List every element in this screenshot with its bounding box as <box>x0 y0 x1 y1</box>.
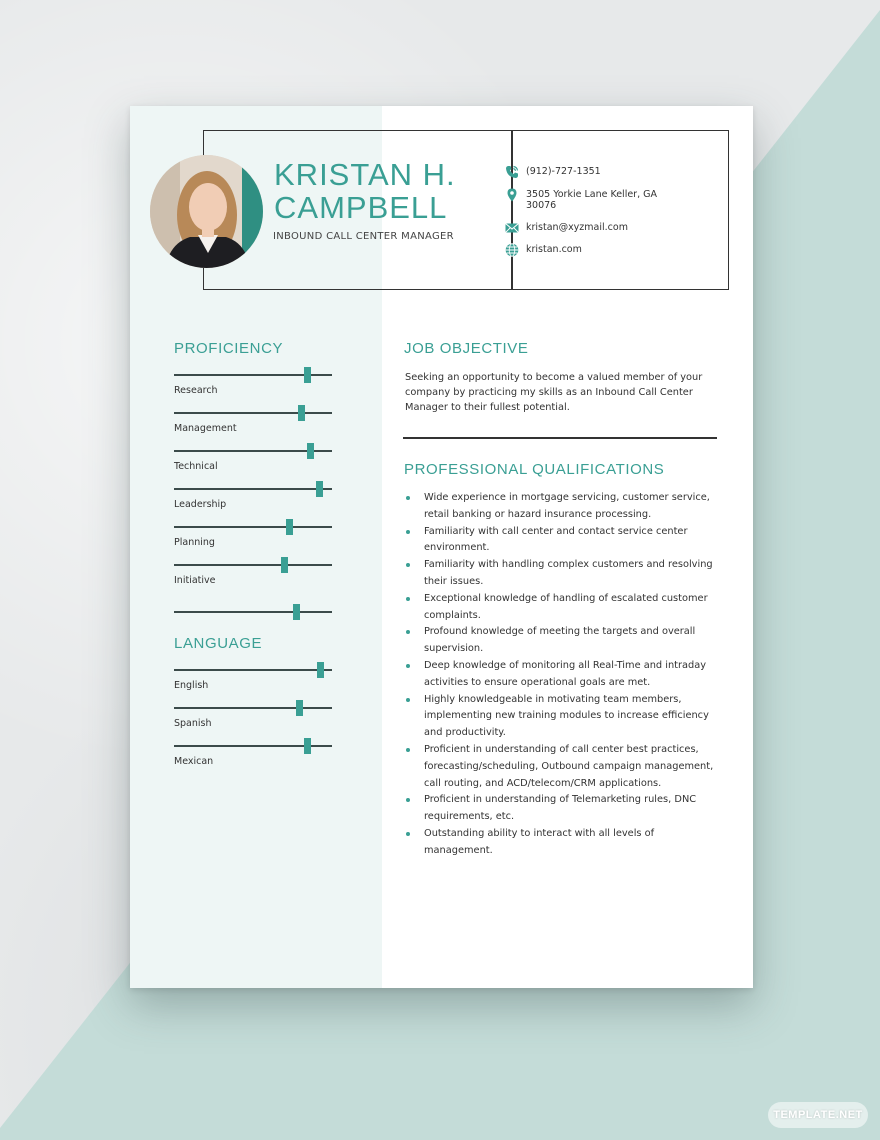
qualification-item: Outstanding ability to interact with all levels of management. <box>405 826 717 860</box>
phone-text: (912)-727-1351 <box>526 166 601 177</box>
profile-photo <box>150 155 263 268</box>
name-line-1: KRISTAN H. <box>274 157 456 192</box>
address-line-2: 30076 <box>526 200 557 211</box>
section-divider <box>403 437 717 439</box>
globe-icon <box>504 242 520 258</box>
name-line-2: CAMPBELL <box>274 190 448 225</box>
candidate-name <box>274 158 504 224</box>
qualifications-list <box>405 490 717 860</box>
language-level-marker <box>317 662 324 678</box>
watermark-badge[interactable]: TEMPLATE.NET <box>768 1102 868 1128</box>
location-pin-icon <box>504 187 520 203</box>
qualification-item: Familiarity with handling complex customers and resolving their issues. <box>405 557 717 591</box>
qualifications-heading: PROFESSIONAL QUALIFICATIONS <box>404 461 665 478</box>
skill-track <box>174 611 332 613</box>
skill-label: Initiative <box>174 575 216 586</box>
skill-track <box>174 488 332 490</box>
skill-level-marker <box>293 604 300 620</box>
job-title: INBOUND CALL CENTER MANAGER <box>273 231 454 242</box>
language-track <box>174 669 332 671</box>
skill-track <box>174 526 332 528</box>
skill-label: Management <box>174 423 237 434</box>
skill-track <box>174 412 332 414</box>
language-label: Mexican <box>174 756 214 767</box>
address-line-1: 3505 Yorkie Lane Keller, GA <box>526 189 657 200</box>
resume-page <box>130 106 753 988</box>
envelope-icon <box>504 220 520 236</box>
skill-label: Planning <box>174 537 215 548</box>
job-objective-text: Seeking an opportunity to become a valued member of your company by practicing my skills as an Inbound Call Center Manager to their fullest potential. <box>405 372 703 413</box>
skill-label: Leadership <box>174 499 227 510</box>
job-objective-heading: JOB OBJECTIVE <box>404 340 529 357</box>
email-text: kristan@xyzmail.com <box>526 222 628 233</box>
skill-track <box>174 564 332 566</box>
website-text: kristan.com <box>526 244 582 255</box>
skill-label: Research <box>174 385 218 396</box>
qualification-item: Highly knowledgeable in motivating team members, implementing new training modules to increase efficiency and productivity. <box>405 692 717 742</box>
header-divider <box>511 130 513 290</box>
skill-level-marker <box>298 405 305 421</box>
language-heading: LANGUAGE <box>174 635 263 652</box>
language-level-marker <box>304 738 311 754</box>
qualification-item: Proficient in understanding of Telemarketing rules, DNC requirements, etc. <box>405 792 717 826</box>
skill-level-marker <box>281 557 288 573</box>
language-level-marker <box>296 700 303 716</box>
address-text <box>526 189 686 211</box>
skill-level-marker <box>304 367 311 383</box>
skill-label: Technical <box>174 461 218 472</box>
qualification-item: Familiarity with call center and contact service center environment. <box>405 524 717 558</box>
skill-level-marker <box>316 481 323 497</box>
skill-level-marker <box>307 443 314 459</box>
proficiency-heading: PROFICIENCY <box>174 340 284 357</box>
qualification-item: Deep knowledge of monitoring all Real-Time and intraday activities to ensure operational goals are met. <box>405 658 717 692</box>
language-track <box>174 707 332 709</box>
qualification-item: Wide experience in mortgage servicing, customer service, retail banking or hazard insurance processing. <box>405 490 717 524</box>
skill-level-marker <box>286 519 293 535</box>
language-label: English <box>174 680 209 691</box>
phone-icon <box>504 164 520 180</box>
qualification-item: Proficient in understanding of call center best practices, forecasting/scheduling, Outbound campaign management, call routing, and ACD/telecom/CRM applications. <box>405 742 717 792</box>
language-label: Spanish <box>174 718 212 729</box>
qualification-item: Exceptional knowledge of handling of escalated customer complaints. <box>405 591 717 625</box>
qualification-item: Profound knowledge of meeting the targets and overall supervision. <box>405 624 717 658</box>
